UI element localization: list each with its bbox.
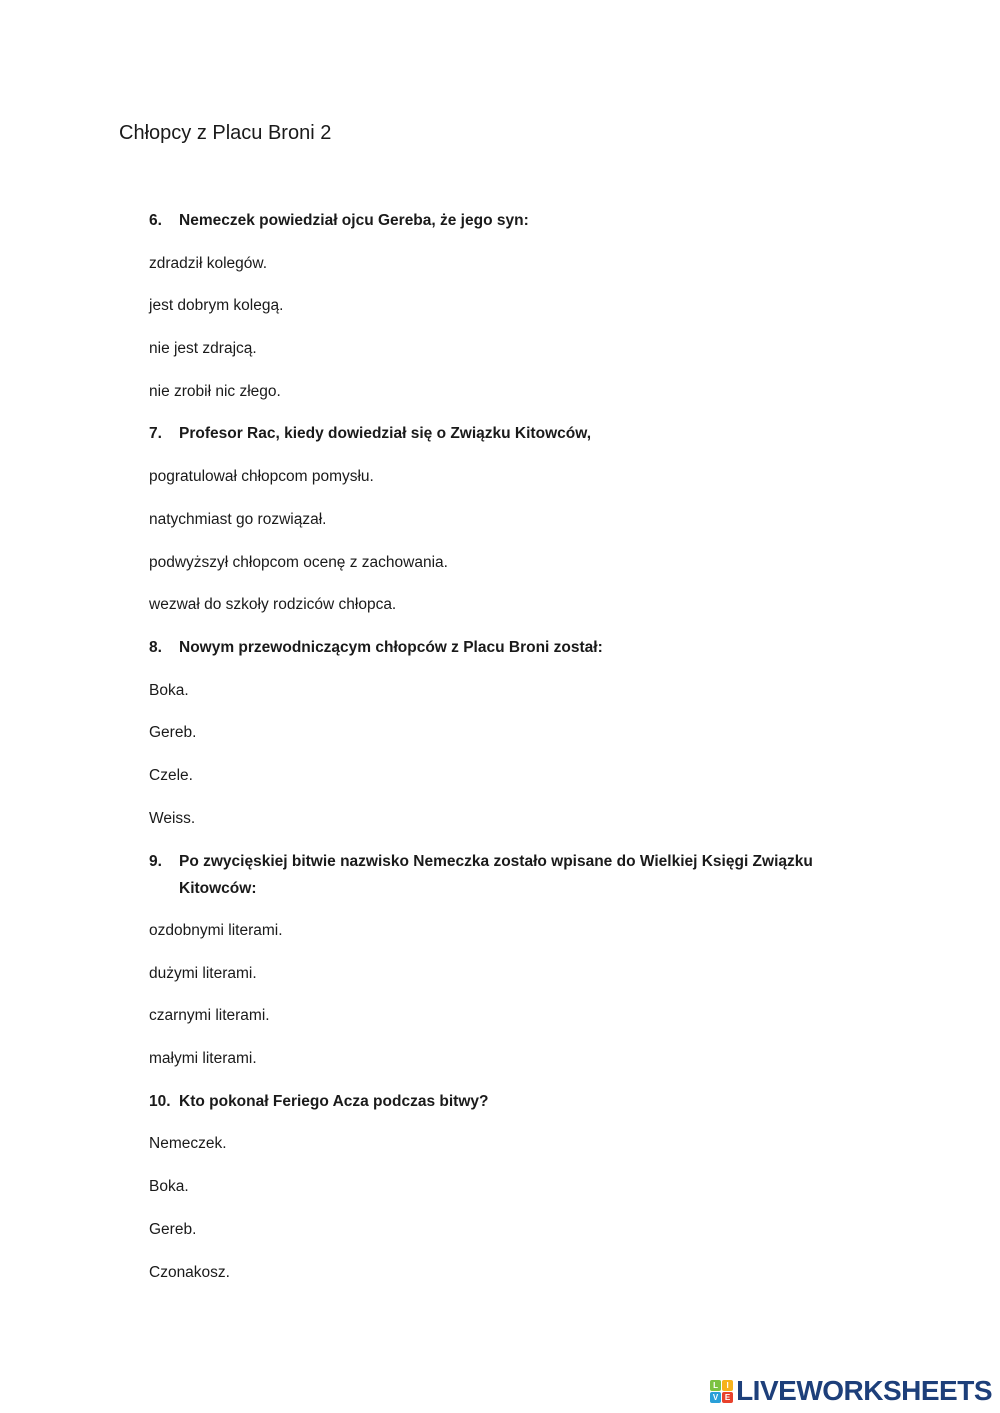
liveworksheets-logo bbox=[710, 1375, 992, 1407]
answer-option[interactable]: małymi literami. bbox=[149, 1050, 257, 1068]
page-title: Chłopcy z Placu Broni 2 bbox=[119, 122, 332, 144]
answer-option[interactable]: pogratulował chłopcom pomysłu. bbox=[149, 468, 374, 486]
answer-option[interactable]: Boka. bbox=[149, 681, 189, 699]
question-text: Nowym przewodniczącym chłopców z Placu Broni został: bbox=[179, 638, 603, 656]
question-number: 9. bbox=[149, 853, 162, 871]
question-heading bbox=[149, 413, 869, 456]
logo-text: LIVEWORKSHEETS bbox=[736, 1375, 992, 1406]
logo-cubes-icon bbox=[710, 1380, 733, 1403]
answer-option[interactable]: Czonakosz. bbox=[149, 1263, 230, 1281]
answer-option[interactable]: ozdobnymi literami. bbox=[149, 922, 283, 939]
answer-option[interactable]: nie jest zdrajcą. bbox=[149, 340, 257, 358]
answer-option[interactable]: dużymi literami. bbox=[149, 964, 257, 982]
logo-cube: I bbox=[722, 1380, 733, 1391]
answer-option[interactable]: nie zrobił nic złego. bbox=[149, 382, 281, 400]
question-number: 7. bbox=[149, 425, 162, 443]
question-number: 10. bbox=[149, 1092, 171, 1110]
answer-option[interactable]: podwyższył chłopcom ocenę z zachowania. bbox=[149, 553, 448, 571]
answer-option[interactable]: Nemeczek. bbox=[149, 1135, 227, 1153]
question-number: 6. bbox=[149, 212, 162, 229]
answer-option[interactable]: natychmiast go rozwiązał. bbox=[149, 510, 327, 528]
question-heading bbox=[149, 1081, 869, 1124]
question-text: Kto pokonał Feriego Acza podczas bitwy? bbox=[179, 1092, 489, 1110]
question-heading bbox=[149, 200, 869, 243]
answer-option[interactable]: Gereb. bbox=[149, 724, 197, 742]
answer-option[interactable]: Weiss. bbox=[149, 809, 196, 827]
question-text: Profesor Rac, kiedy dowiedział się o Związku Kitowców, bbox=[179, 425, 591, 443]
question-list bbox=[149, 200, 869, 1294]
logo-cube: E bbox=[722, 1392, 733, 1403]
question-text: Po zwycięskiej bitwie nazwisko Nemeczka zostało wpisane do Wielkiej Księgi Związku Kitowców: bbox=[179, 853, 813, 898]
question-number: 8. bbox=[149, 638, 162, 656]
question-text: Nemeczek powiedział ojcu Gereba, że jego syn: bbox=[179, 212, 529, 229]
answer-option[interactable]: wezwał do szkoły rodziców chłopca. bbox=[149, 596, 397, 614]
answer-option[interactable]: Gereb. bbox=[149, 1220, 197, 1238]
answer-option[interactable]: zdradził kolegów. bbox=[149, 254, 268, 272]
answer-option[interactable]: Boka. bbox=[149, 1178, 189, 1196]
logo-cube: L bbox=[710, 1380, 721, 1391]
question-heading bbox=[149, 627, 869, 670]
logo-cube: V bbox=[710, 1392, 721, 1403]
answer-option[interactable]: jest dobrym kolegą. bbox=[149, 297, 284, 315]
answer-option[interactable]: czarnymi literami. bbox=[149, 1007, 270, 1025]
answer-option[interactable]: Czele. bbox=[149, 766, 193, 784]
question-heading bbox=[149, 840, 869, 910]
